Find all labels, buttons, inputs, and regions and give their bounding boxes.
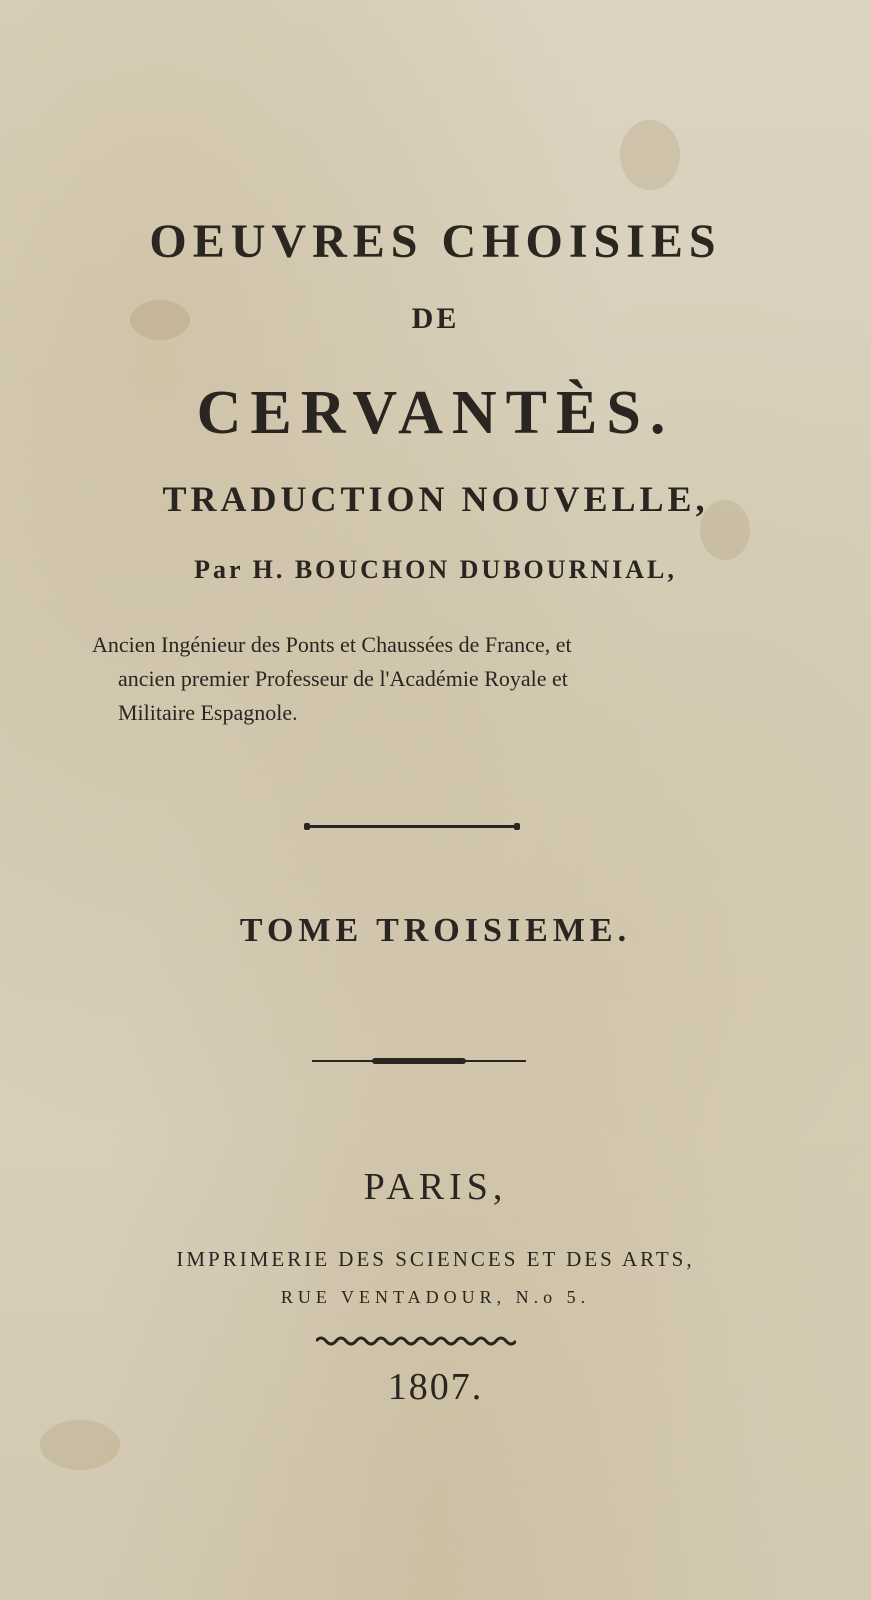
printer-name: IMPRIMERIE DES SCIENCES ET DES ARTS, xyxy=(176,1247,695,1271)
publication-year: 1807. xyxy=(387,1366,484,1408)
title-connector: DE xyxy=(411,302,460,335)
credentials-line: ancien premier Professeur de l'Académie Royale et xyxy=(118,666,568,691)
credentials-line: Militaire Espagnole. xyxy=(118,700,298,725)
ornamental-rule xyxy=(312,1060,526,1062)
volume-label: TOME TROISIEME. xyxy=(239,912,632,949)
printer-address: RUE VENTADOUR, N.o 5. xyxy=(280,1287,591,1307)
translator-credentials xyxy=(92,628,742,730)
author-name: CERVANTÈS. xyxy=(196,379,675,447)
translation-note: TRADUCTION NOUVELLE, xyxy=(162,479,709,519)
publication-city: PARIS, xyxy=(363,1166,508,1208)
wavy-ornament xyxy=(316,1335,516,1347)
foxing-stain xyxy=(620,120,680,190)
book-title: OEUVRES CHOISIES xyxy=(149,215,722,268)
translator-name: Par H. BOUCHON DUBOURNIAL, xyxy=(194,555,677,584)
credentials-line: Ancien Ingénieur des Ponts et Chaussées de France, et xyxy=(92,632,572,657)
ornamental-rule xyxy=(306,825,518,828)
foxing-stain xyxy=(40,1420,120,1470)
